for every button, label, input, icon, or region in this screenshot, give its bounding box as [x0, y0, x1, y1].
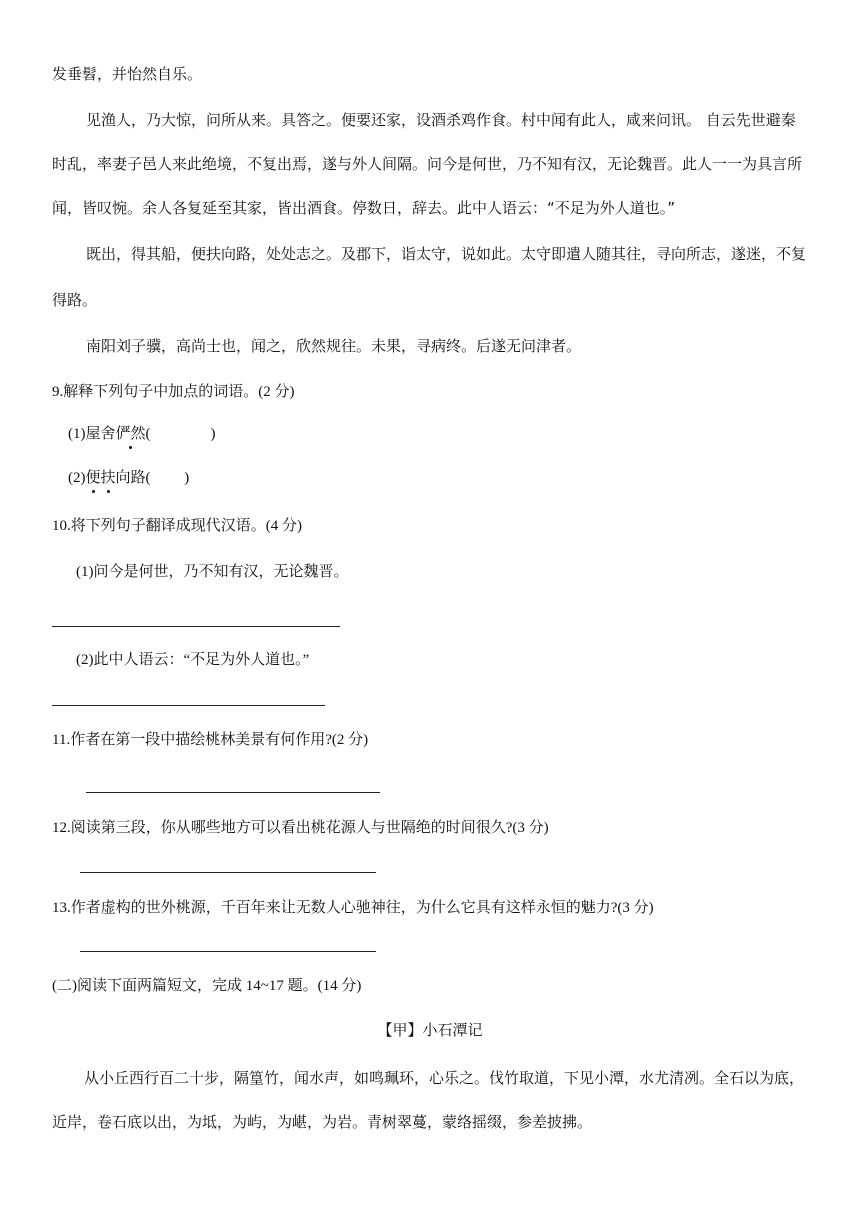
answer-blank[interactable]: ( ) [145, 426, 216, 442]
paragraph-line: 既出，得其船，便扶向路，处处志之。及郡下，诣太守，说如此。太守即遣人随其往，寻向所志，遂迷，不复 [86, 245, 807, 263]
dotted-word: 俨然 [115, 426, 146, 442]
question-item: (1)问今是何世，乃不知有汉，无论魏晋。 [76, 564, 349, 580]
paragraph-line: 闻，皆叹惋。余人各复延至其家，皆出酒食。停数日，辞去。此中人语云：“不足为外人道也。” [52, 199, 676, 217]
question-item [68, 468, 189, 488]
paragraph-line: 近岸，卷石底以出，为坻，为屿，为嵁，为岩。青树翠蔓，蒙络摇缀，参差披拂。 [52, 1113, 593, 1131]
paragraph-line: 见渔人，乃大惊，问所从来。具答之。便要还家，设酒杀鸡作食。村中闻有此人，咸来问讯。 自云先世避秦 [86, 111, 796, 129]
paragraph-line: 南阳刘子骥，高尚士也，闻之，欣然规往。未果，寻病终。后遂无问津者。 [86, 337, 582, 355]
dotted-word: 便 [85, 470, 101, 486]
answer-line[interactable] [52, 626, 340, 627]
answer-line[interactable] [80, 951, 376, 952]
passage-title: 【甲】小石潭记 [377, 1021, 483, 1039]
question-prompt: 12.阅读第三段，你从哪些地方可以看出桃花源人与世隔绝的时间很久?(3 分) [52, 820, 549, 836]
item-text: (1)屋舍 [68, 426, 116, 442]
question-prompt: 13.作者虚构的世外桃源，千百年来让无数人心驰神往，为什么它具有这样永恒的魅力?(3 分) [52, 900, 654, 916]
answer-blank[interactable]: 向路( ) [115, 470, 190, 486]
question-item [68, 424, 216, 444]
question-prompt: 10.将下列句子翻译成现代汉语。(4 分) [52, 518, 302, 534]
paragraph-line: 得路。 [52, 291, 98, 309]
answer-line[interactable] [80, 872, 376, 873]
paragraph-line: 发垂髫，并怡然自乐。 [52, 65, 203, 83]
question-prompt: 9.解释下列句子中加点的词语。(2 分) [52, 384, 295, 400]
question-item: (2)此中人语云：“不足为外人道也。” [76, 652, 310, 668]
item-text: (2) [68, 470, 86, 486]
section-heading: (二)阅读下面两篇短文，完成 14~17 题。(14 分) [52, 978, 362, 994]
answer-line[interactable] [86, 792, 380, 793]
dotted-word: 扶 [100, 470, 116, 486]
paragraph-line: 从小丘西行百二十步，隔篁竹，闻水声，如鸣珮环，心乐之。伐竹取道，下见小潭，水尤清冽。全石以为底， [84, 1069, 805, 1087]
question-prompt: 11.作者在第一段中描绘桃林美景有何作用?(2 分) [52, 732, 369, 748]
answer-line[interactable] [52, 705, 325, 706]
paragraph-line: 时乱，率妻子邑人来此绝境，不复出焉，遂与外人间隔。问今是何世，乃不知有汉，无论魏晋。此人一一为具言所 [52, 155, 803, 173]
